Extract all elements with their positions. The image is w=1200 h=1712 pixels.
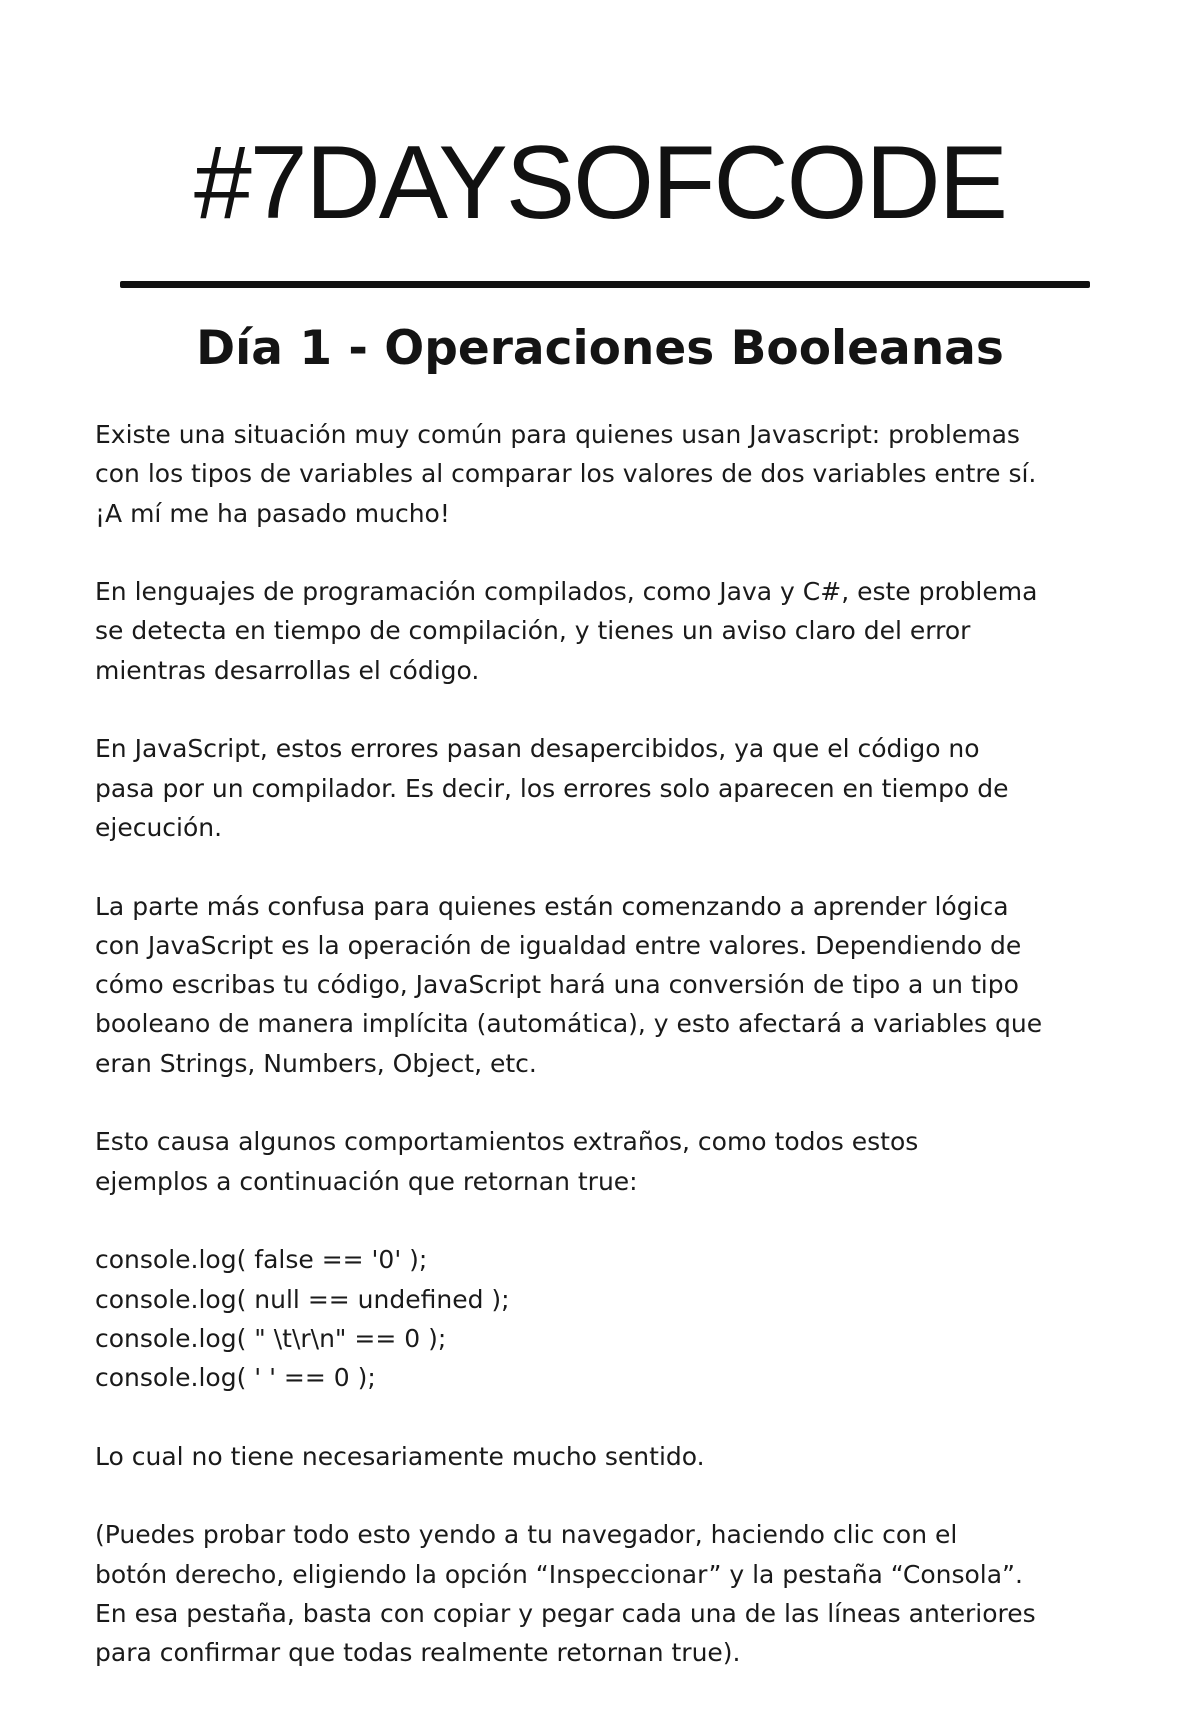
paragraph — [95, 1437, 1125, 1476]
text-line: La parte más confusa para quienes están comenzando a aprender lógica — [95, 891, 1009, 921]
paragraph — [95, 415, 1125, 533]
text-line: booleano de manera implícita (automática), y esto afectará a variables que — [95, 1009, 1043, 1039]
text-line: para confirmar que todas realmente retornan true). — [95, 1638, 741, 1668]
code-line: console.log( null == undefined ); — [95, 1284, 510, 1314]
section-heading: Día 1 - Operaciones Booleanas — [196, 321, 1004, 376]
text-line: (Puedes probar todo esto yendo a tu navegador, haciendo clic con el — [95, 1520, 958, 1550]
text-line: mientras desarrollas el código. — [95, 655, 480, 685]
code-line: console.log( " \t\r\n" == 0 ); — [95, 1323, 447, 1353]
text-line: Existe una situación muy común para quienes usan Javascript: problemas — [95, 420, 1020, 449]
paragraph — [95, 1122, 1125, 1201]
text-line: ejemplos a continuación que retornan true: — [95, 1166, 638, 1196]
paragraph — [95, 572, 1125, 690]
code-line: console.log( false == '0' ); — [95, 1245, 428, 1275]
text-line: se detecta en tiempo de compilación, y tienes un aviso claro del error — [95, 616, 971, 646]
text-line: botón derecho, eligiendo la opción “Inspeccionar” y la pestaña “Consola”. — [95, 1559, 1023, 1589]
text-line: En esa pestaña, basta con copiar y pegar cada una de las líneas anteriores — [95, 1598, 1036, 1628]
title-divider — [120, 281, 1090, 288]
text-line: cómo escribas tu código, JavaScript hará una conversión de tipo a un tipo — [95, 970, 1019, 1000]
text-line: ejecución. — [95, 812, 223, 842]
text-line: eran Strings, Numbers, Object, etc. — [95, 1048, 537, 1078]
text-line: En lenguajes de programación compilados, como Java y C#, este problema — [95, 577, 1038, 607]
text-line: con los tipos de variables al comparar los valores de dos variables entre sí. — [95, 459, 1037, 489]
text-line: Esto causa algunos comportamientos extraños, como todos estos — [95, 1127, 919, 1157]
code-examples — [95, 1240, 1125, 1397]
paragraph — [95, 1515, 1125, 1672]
paragraph — [95, 729, 1125, 847]
document-title: #7DAYSOFCODE — [193, 125, 1007, 241]
text-line: Lo cual no tiene necesariamente mucho sentido. — [95, 1441, 705, 1471]
text-line: con JavaScript es la operación de igualdad entre valores. Dependiendo de — [95, 930, 1022, 960]
text-line: ¡A mí me ha pasado mucho! — [95, 498, 450, 528]
text-line: En JavaScript, estos errores pasan desapercibidos, ya que el código no — [95, 734, 980, 764]
code-line: console.log( ' ' == 0 ); — [95, 1363, 376, 1393]
paragraph — [95, 887, 1125, 1083]
document-body — [95, 415, 1125, 1712]
text-line: pasa por un compilador. Es decir, los errores solo aparecen en tiempo de — [95, 773, 1009, 803]
